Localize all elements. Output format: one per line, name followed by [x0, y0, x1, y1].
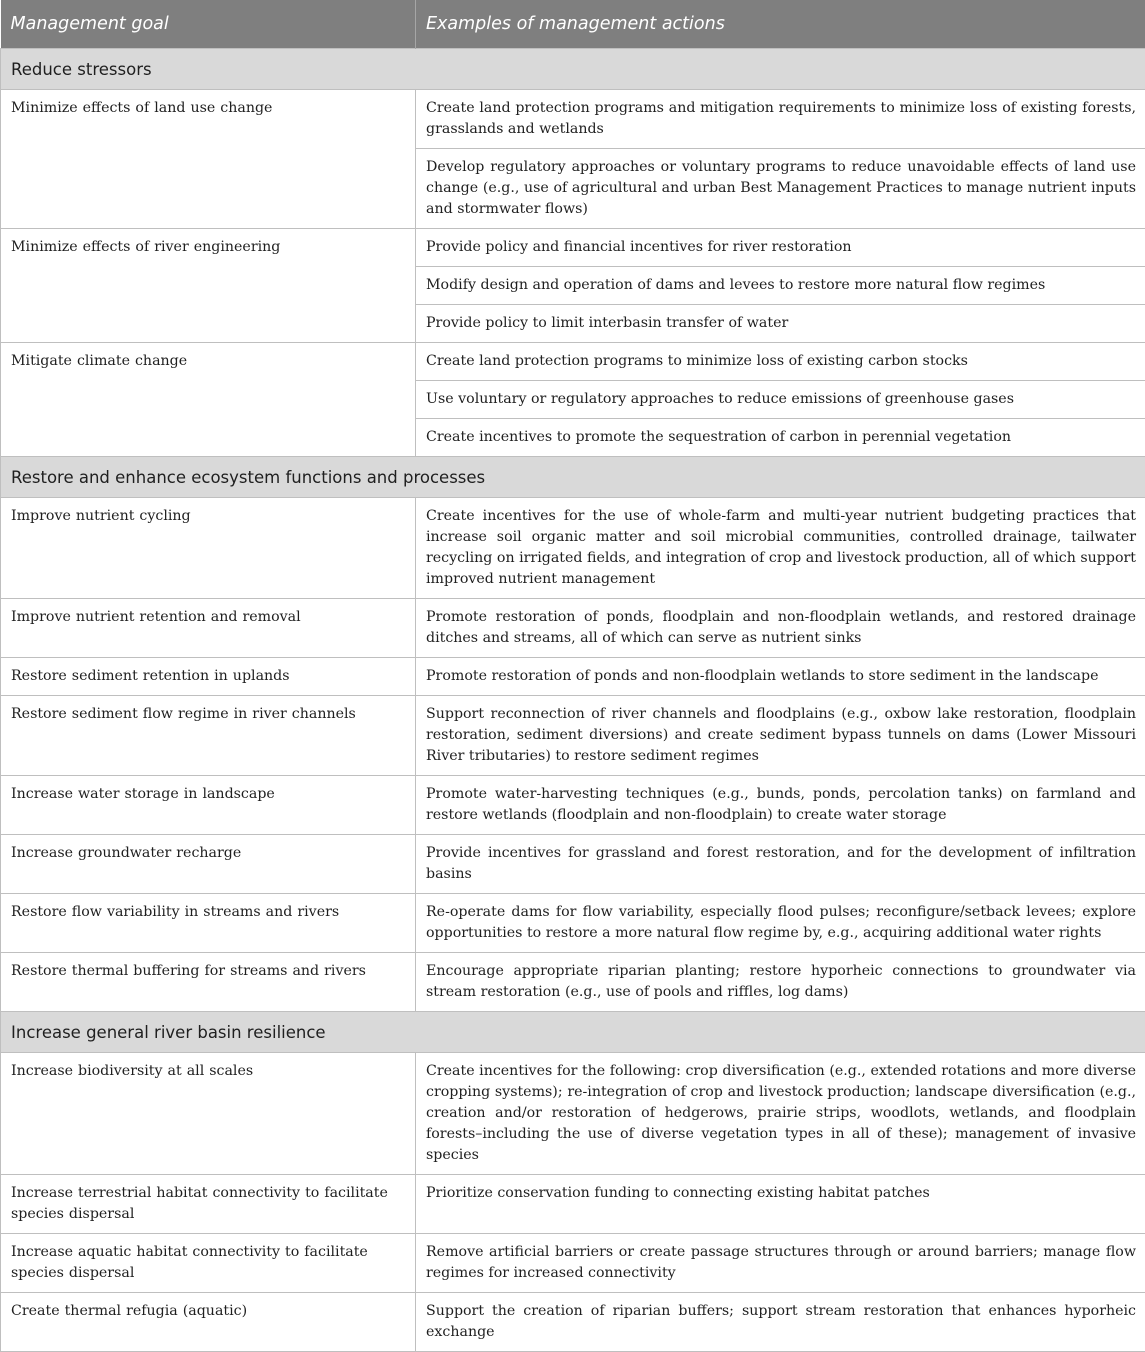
table-row [1, 90, 1145, 149]
goal-cell: Increase terrestrial habitat connectivity to facilitate species dispersal [1, 1175, 416, 1234]
goal-cell: Minimize effects of river engineering [1, 229, 416, 343]
action-cell: Create incentives for the following: crop diversification (e.g., extended rotations and more diverse cropping systems); re-integration of crop and livestock production; landscape diversification (e.g., creation and/or restoration of hedgerows, prairie strips, woodlots, wetlands, and floodplain forests–including the use of diverse vegetation types in all of these); management of invasive species [416, 1053, 1145, 1175]
goal-cell: Increase water storage in landscape [1, 776, 416, 835]
table-row [1, 953, 1145, 1012]
goal-cell: Increase biodiversity at all scales [1, 1053, 416, 1175]
goal-cell: Restore sediment retention in uplands [1, 658, 416, 696]
table-row [1, 835, 1145, 894]
goal-cell: Minimize effects of land use change [1, 90, 416, 229]
section-row [1, 49, 1145, 90]
table-row [1, 696, 1145, 776]
table-row [1, 498, 1145, 599]
action-cell: Develop regulatory approaches or voluntary programs to reduce unavoidable effects of land use change (e.g., use of agricultural and urban Best Management Practices to manage nutrient inputs and stormwater flows) [416, 149, 1145, 229]
table-row [1, 894, 1145, 953]
action-cell: Provide policy to limit interbasin transfer of water [416, 305, 1145, 343]
table-header-row [1, 0, 1145, 49]
goal-cell: Improve nutrient retention and removal [1, 599, 416, 658]
table-row [1, 1175, 1145, 1234]
table-row [1, 599, 1145, 658]
goal-cell: Improve nutrient cycling [1, 498, 416, 599]
action-cell: Re-operate dams for flow variability, especially flood pulses; reconfigure/setback levees; explore opportunities to restore a more natural flow regime by, e.g., acquiring additional water rights [416, 894, 1145, 953]
action-cell: Support the creation of riparian buffers; support stream restoration that enhances hyporheic exchange [416, 1293, 1145, 1352]
action-cell: Promote water-harvesting techniques (e.g., bunds, ponds, percolation tanks) on farmland and restore wetlands (floodplain and non-floodplain) to create water storage [416, 776, 1145, 835]
action-cell: Encourage appropriate riparian planting; restore hyporheic connections to groundwater via stream restoration (e.g., use of pools and riffles, log dams) [416, 953, 1145, 1012]
header-management-goal: Management goal [1, 0, 416, 49]
action-cell: Promote restoration of ponds, floodplain and non-floodplain wetlands, and restored drainage ditches and streams, all of which can serve as nutrient sinks [416, 599, 1145, 658]
table-row [1, 1293, 1145, 1352]
table-body [1, 49, 1145, 1352]
action-cell: Remove artificial barriers or create passage structures through or around barriers; manage flow regimes for increased connectivity [416, 1234, 1145, 1293]
goal-cell: Restore sediment flow regime in river channels [1, 696, 416, 776]
section-title: Reduce stressors [1, 49, 1145, 90]
goal-cell: Increase aquatic habitat connectivity to facilitate species dispersal [1, 1234, 416, 1293]
action-cell: Provide policy and financial incentives for river restoration [416, 229, 1145, 267]
goal-cell: Restore thermal buffering for streams and rivers [1, 953, 416, 1012]
action-cell: Use voluntary or regulatory approaches to reduce emissions of greenhouse gases [416, 381, 1145, 419]
action-cell: Prioritize conservation funding to connecting existing habitat patches [416, 1175, 1145, 1234]
table-row [1, 1234, 1145, 1293]
table-row [1, 658, 1145, 696]
table-row [1, 1053, 1145, 1175]
action-cell: Promote restoration of ponds and non-floodplain wetlands to store sediment in the landscape [416, 658, 1145, 696]
action-cell: Create incentives for the use of whole-farm and multi-year nutrient budgeting practices that increase soil organic matter and soil microbial communities, controlled drainage, tailwater recycling on irrigated fields, and integration of crop and livestock production, all of which support improved nutrient management [416, 498, 1145, 599]
action-cell: Create incentives to promote the sequestration of carbon in perennial vegetation [416, 419, 1145, 457]
goal-cell: Restore flow variability in streams and rivers [1, 894, 416, 953]
action-cell: Create land protection programs to minimize loss of existing carbon stocks [416, 343, 1145, 381]
action-cell: Modify design and operation of dams and levees to restore more natural flow regimes [416, 267, 1145, 305]
goal-cell: Mitigate climate change [1, 343, 416, 457]
action-cell: Create land protection programs and mitigation requirements to minimize loss of existing forests, grasslands and wetlands [416, 90, 1145, 149]
table-row [1, 776, 1145, 835]
header-management-actions: Examples of management actions [416, 0, 1145, 49]
section-title: Restore and enhance ecosystem functions and processes [1, 457, 1145, 498]
section-title: Increase general river basin resilience [1, 1012, 1145, 1053]
table-row [1, 229, 1145, 267]
action-cell: Provide incentives for grassland and forest restoration, and for the development of infiltration basins [416, 835, 1145, 894]
table-row [1, 343, 1145, 381]
section-row [1, 457, 1145, 498]
goal-cell: Create thermal refugia (aquatic) [1, 1293, 416, 1352]
action-cell: Support reconnection of river channels and floodplains (e.g., oxbow lake restoration, floodplain restoration, sediment diversions) and create sediment bypass tunnels on dams (Lower Missouri River tributaries) to restore sediment regimes [416, 696, 1145, 776]
section-row [1, 1012, 1145, 1053]
goal-cell: Increase groundwater recharge [1, 835, 416, 894]
